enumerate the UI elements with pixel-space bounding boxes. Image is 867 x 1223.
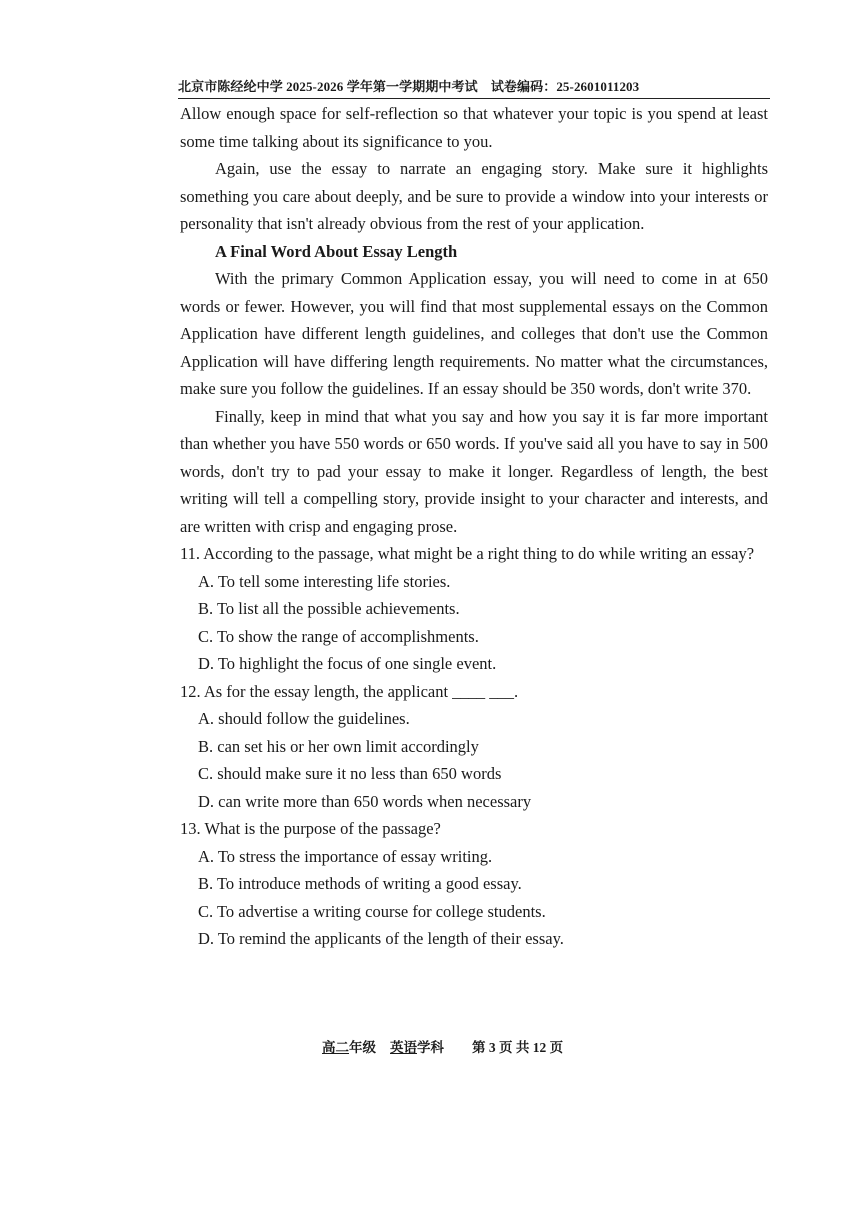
subject-suffix: 学科 [417, 1040, 444, 1055]
question-12 [180, 678, 768, 816]
option-c: C. To show the range of accomplishments. [198, 626, 479, 646]
page-number: 第 3 页 共 12 页 [472, 1040, 564, 1055]
option-b: B. can set his or her own limit accordingly [198, 736, 479, 756]
question-stem: 11. According to the passage, what might be a right thing to do while writing an essay? [180, 544, 755, 563]
option-d: D. can write more than 650 words when necessary [198, 791, 532, 811]
passage-paragraph-4: Finally, keep in mind that what you say and how you say it is far more important than whether you have 550 words or 650 words. If you've said all you have to say in 500 words, don't try to pad your essay to make it longer. Regardless of length, the best writing will tell a compelling story, provide insight to your character and interests, and are written with crisp and engaging prose. [180, 406, 768, 536]
option-c: C. To advertise a writing course for college students. [198, 901, 546, 921]
passage-paragraph-3: With the primary Common Application essay, you will need to come in at 650 words or fewer. However, you will find that most supplemental essays on the Common Application have different length guidelines, and colleges that don't use the Common Application will have differing length requirements. No matter what the circumstances, make sure you follow the guidelines. If an essay should be 350 words, don't write 370. [180, 269, 768, 398]
option-b: B. To introduce methods of writing a good essay. [198, 874, 522, 893]
passage-body [180, 100, 768, 953]
question-11 [180, 540, 768, 678]
grade-suffix: 年级 [349, 1040, 376, 1055]
section-heading: A Final Word About Essay Length [215, 241, 458, 261]
passage-paragraph-2: Again, use the essay to narrate an engaging story. Make sure it highlights something you care about deeply, and be sure to provide a window into your interests or personality that isn't already obvious from the rest of your application. [180, 159, 768, 233]
grade-value: 高二 [322, 1040, 349, 1055]
option-b: B. To list all the possible achievements. [198, 599, 460, 618]
option-d: D. To highlight the focus of one single event. [198, 654, 497, 673]
exam-header: 北京市陈经纶中学 2025-2026 学年第一学期期中考试 试卷编码：25-2601011203 [178, 76, 770, 99]
question-stem: 13. What is the purpose of the passage? [180, 819, 441, 838]
option-a: A. To tell some interesting life stories. [198, 571, 451, 591]
option-c: C. should make sure it no less than 650 words [198, 764, 502, 783]
subject-value: 英语 [390, 1040, 417, 1055]
page-footer [322, 1036, 563, 1056]
question-13 [180, 815, 768, 953]
option-d: D. To remind the applicants of the length of their essay. [198, 929, 564, 948]
question-stem: 12. As for the essay length, the applicant ____ ___. [180, 681, 519, 701]
option-a: A. To stress the importance of essay writing. [198, 846, 493, 866]
option-a: A. should follow the guidelines. [198, 709, 410, 728]
passage-paragraph-1: Allow enough space for self-reflection so that whatever your topic is you spend at least some time talking about its significance to you. [180, 104, 768, 151]
